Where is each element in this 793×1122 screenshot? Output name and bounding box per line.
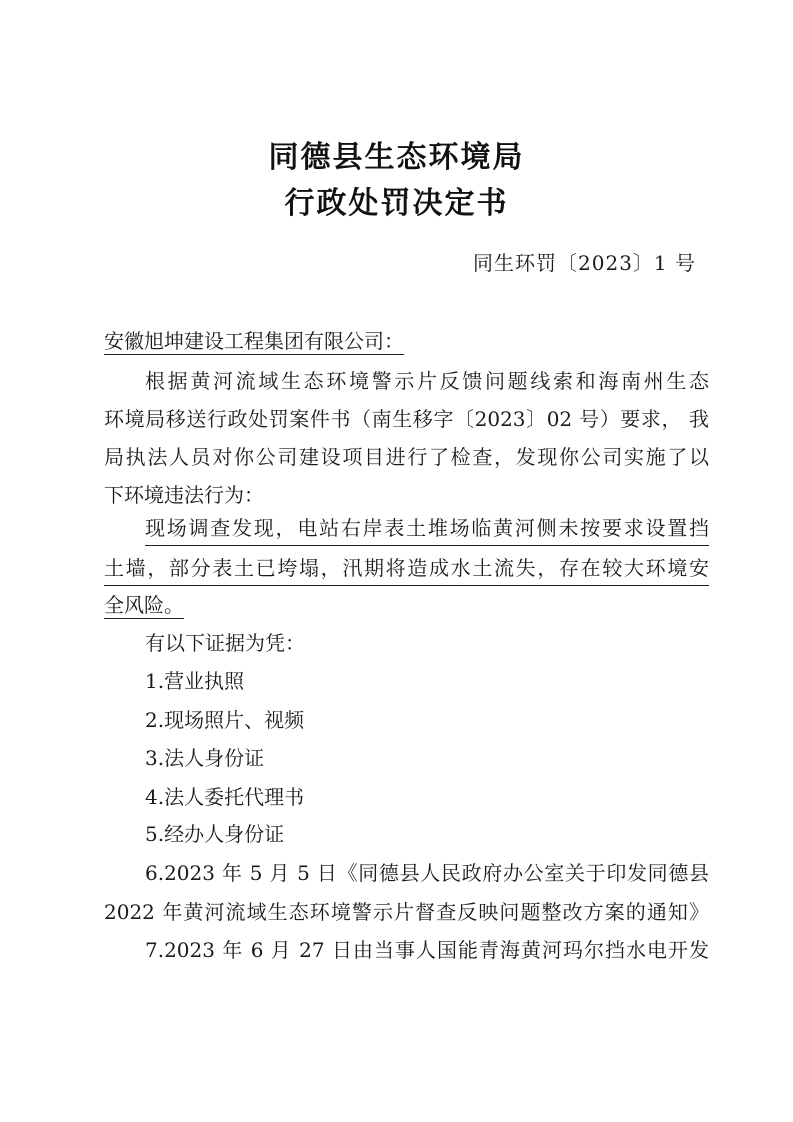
doc-title: 行政处罚决定书: [284, 186, 509, 221]
evidence-intro: 有以下证据为凭：: [145, 631, 305, 655]
para1-line-2: 环境局移送行政处罚案件书（南生移字〔2023〕02 号）要求， 我: [104, 407, 709, 431]
violation-line-3-text: 全风险。: [104, 593, 184, 617]
evidence-item-6-line-2: 2022 年黄河流域生态环境警示片督查反映问题整改方案的通知》: [104, 900, 709, 924]
evidence-item-2: 2.现场照片、视频: [145, 708, 305, 732]
addressee-line: [104, 326, 404, 356]
para1-line-3: 局执法人员对你公司建设项目进行了检查，发现你公司实施了以: [104, 445, 709, 469]
evidence-item-5: 5.经办人身份证: [145, 822, 285, 846]
evidence-item-3: 3.法人身份证: [145, 746, 265, 770]
violation-underline-1: [145, 545, 709, 546]
evidence-item-4: 4.法人委托代理书: [145, 785, 305, 809]
para1-line-1: 根据黄河流域生态环境警示片反馈问题线索和海南州生态: [145, 369, 709, 393]
evidence-item-6-line-1: 6.2023 年 5 月 5 日《同德县人民政府办公室关于印发同德县: [145, 861, 709, 885]
violation-line-3: [104, 590, 184, 620]
doc-number: 同生环罚〔2023〕1 号: [473, 251, 696, 275]
para1-line-4: 下环境违法行为：: [104, 483, 264, 507]
addressee: 安徽旭坤建设工程集团有限公司：: [104, 329, 404, 353]
violation-line-1: 现场调查发现，电站右岸表土堆场临黄河侧未按要求设置挡: [145, 516, 709, 540]
org-title: 同德县生态环境局: [268, 140, 525, 175]
evidence-item-1: 1.营业执照: [145, 669, 245, 693]
evidence-item-7-line-1: 7.2023 年 6 月 27 日由当事人国能青海黄河玛尔挡水电开发: [145, 938, 709, 962]
violation-line-2: 土墙，部分表土已垮塌，汛期将造成水土流失，存在较大环境安: [104, 556, 709, 580]
violation-underline-2: [104, 585, 709, 586]
